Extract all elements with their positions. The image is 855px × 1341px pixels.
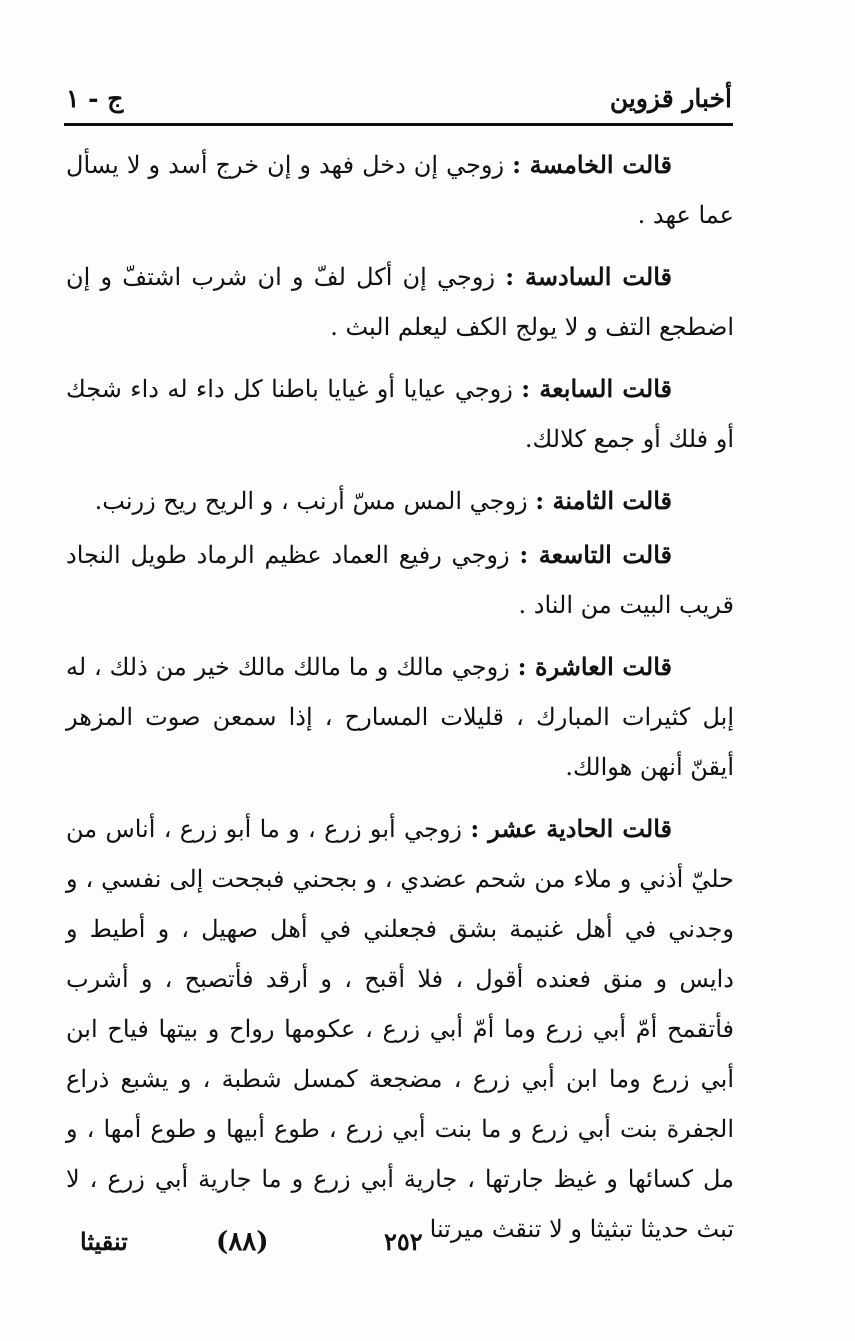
catchword: تنقيثا [80,1227,128,1256]
sheet-signature: (٨٨) [216,1227,269,1257]
running-header [66,78,732,120]
paragraph-fifth [66,140,734,240]
header-rule [64,123,733,126]
speaker-label: قالت الحادية عشر : [470,814,672,843]
paragraph-text: زوجي مالك و ما مالك مالك خير من ذلك ، له إبل كثيرات المبارك ، قليلات المسارح ، إذا سمعن صوت المزهر أيقنّ أنهن هوالك. [66,653,734,781]
speaker-label: قالت السادسة : [505,262,672,291]
speaker-label: قالت السابعة : [521,374,673,403]
paragraph-sixth [66,252,734,352]
paragraph-eighth [66,476,734,526]
volume-marker: ج - ١ [66,84,124,113]
paragraph-text: زوجي إن دخل فهد و إن خرج أسد و لا يسأل عما عهد . [66,151,734,229]
page-number: ٢٥٢ [384,1227,423,1256]
speaker-label: قالت العاشرة : [517,652,673,681]
paragraph-text: زوجي إن أكل لفّ و ان شرب اشتفّ و إن اضطجع التف و لا يولج الكف ليعلم البث . [66,263,734,341]
page-footer [66,1222,734,1262]
paragraph-text: زوجي أبو زرع ، و ما أبو زرع ، أناس من حليّ أذني و ملاء من شحم عضدي ، و بجحني فبجحت إلى نفسي ، و وجدني في أهل غنيمة بشق فجعلني في أهل صهيل ، و أطيط و دايس و منق فعنده أقول ، فلا أقبح ، و أرقد فأتصبح ، و أشرب فأتقمح أمّ أبي زرع وما أمّ أبي زرع ، عكومها رواح و بيتها فياح ابن أبي زرع وما ابن أبي زرع ، مضجعة كمسل شطبة ، و يشبع ذراع الجفرة بنت أبي زرع و ما بنت أبي زرع ، طوع أبيها و طوع أمها ، و مل كسائها و غيظ جارتها ، جارية أبي زرع و ما جارية أبي زرع ، لا تبث حديثا تبثيثا و لا تنقث ميرتنا [66,815,734,1243]
speaker-label: قالت التاسعة : [519,540,673,569]
speaker-label: قالت الخامسة : [512,150,672,179]
body-text [66,140,734,1266]
paragraph-seventh [66,364,734,464]
running-title: أخبار قزوين [609,84,732,113]
paragraph-eleventh [66,804,734,1254]
paragraph-text: زوجي رفيع العماد عظيم الرماد طويل النجاد قريب البيت من الناد . [66,541,734,619]
paragraph-text: زوجي المس مسّ أرنب ، و الريح ريح زرنب. [94,487,536,515]
paragraph-text: زوجي عيايا أو غيايا باطنا كل داء له داء شجك أو فلك أو جمع كلالك. [66,375,734,453]
paragraph-ninth [66,530,734,630]
speaker-label: قالت الثامنة : [535,486,672,515]
paragraph-tenth [66,642,734,792]
